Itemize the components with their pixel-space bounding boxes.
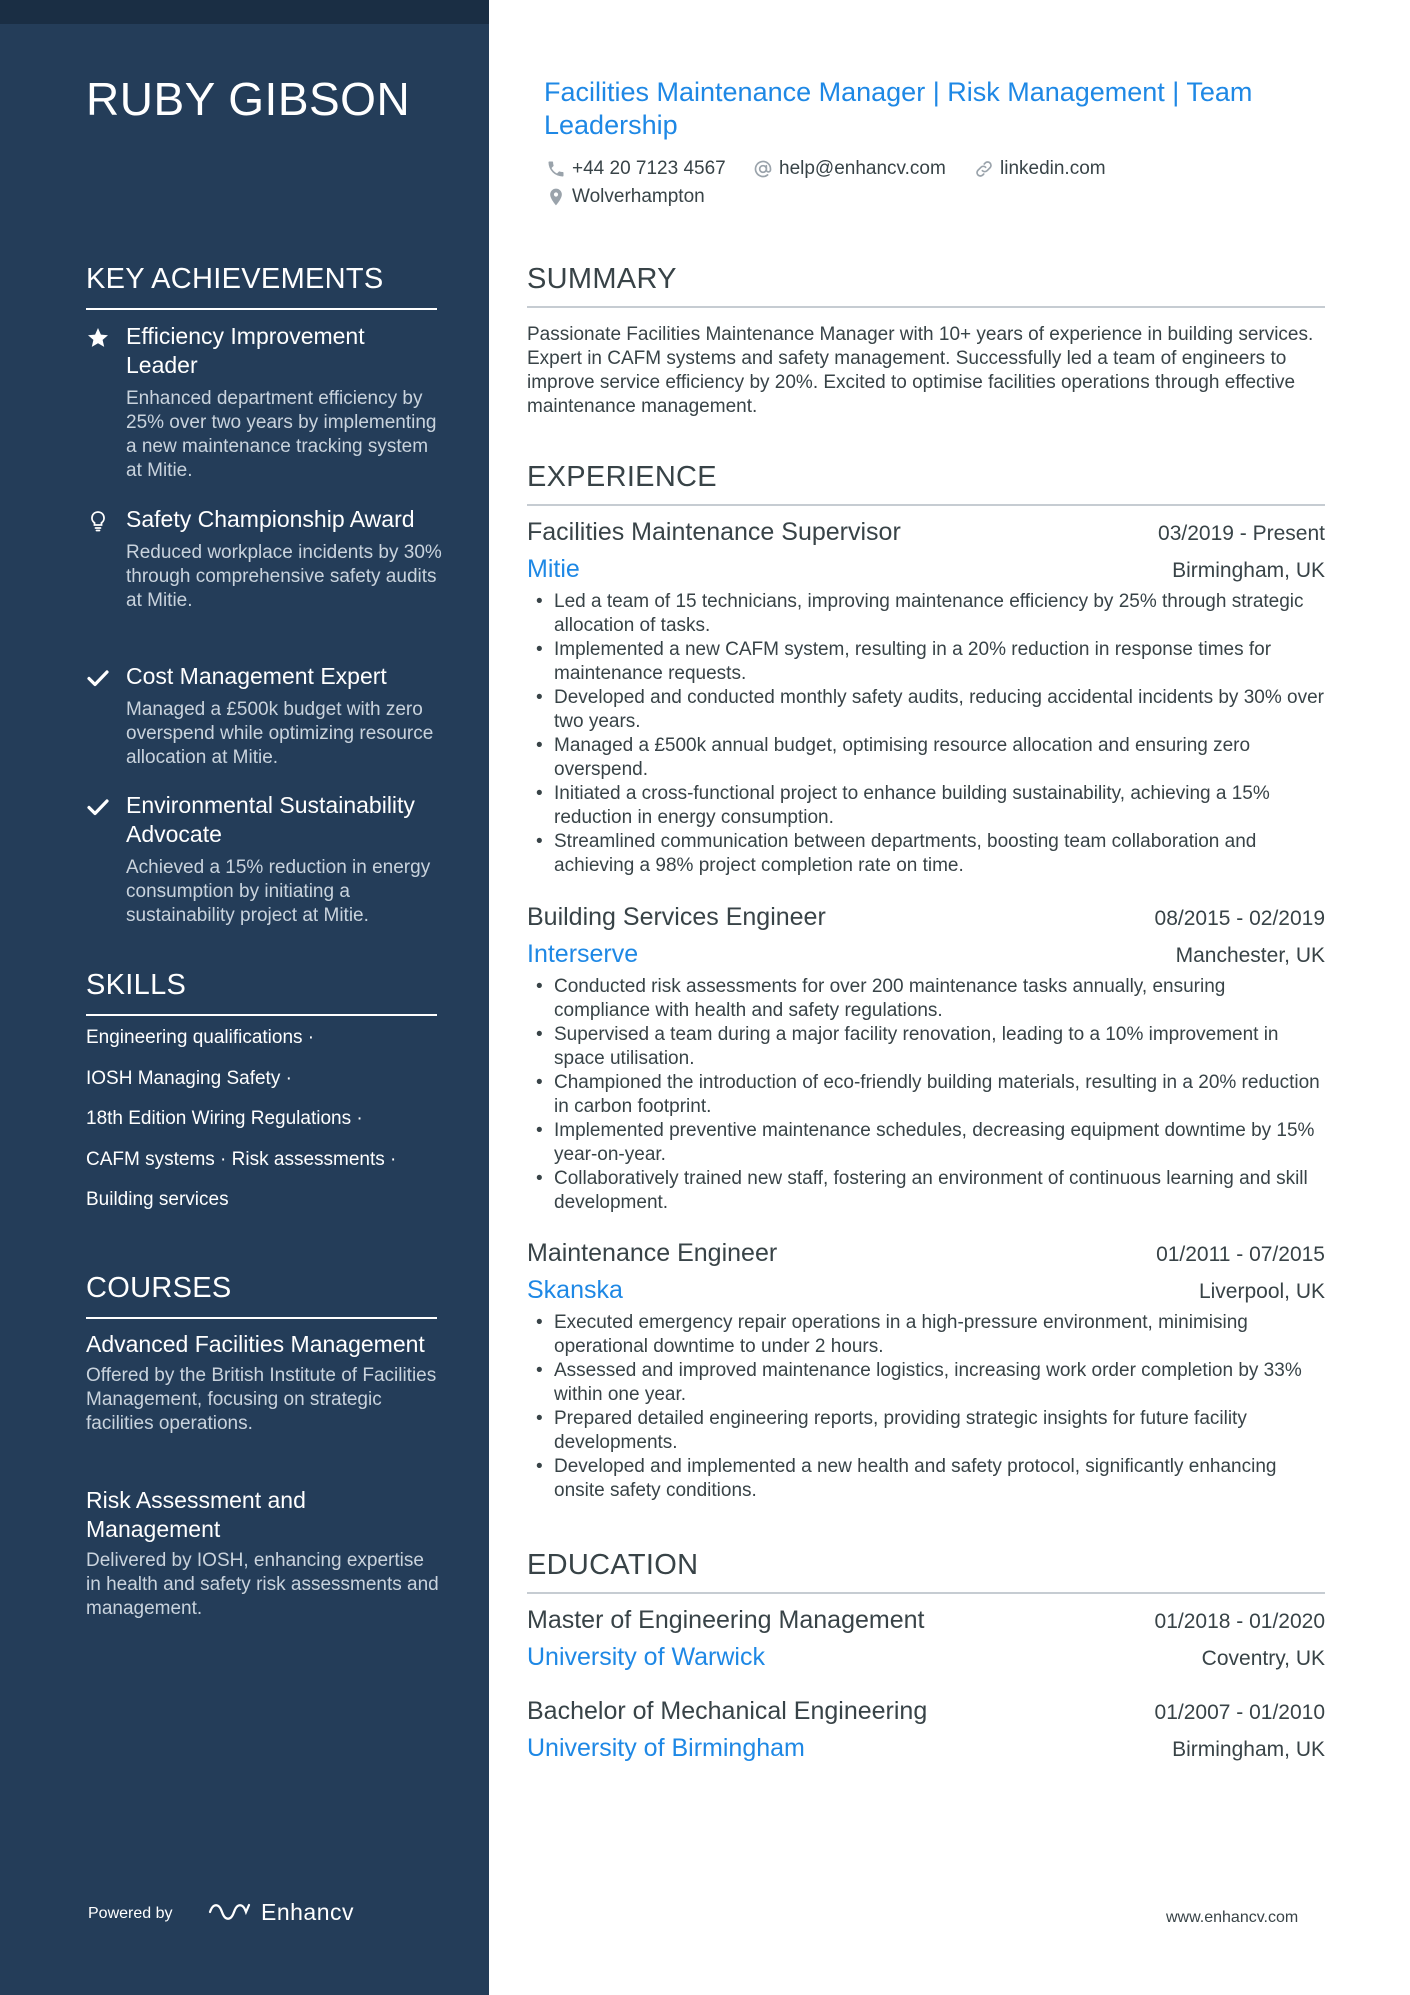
candidate-name: RUBY GIBSON [86,73,411,125]
course-title: Advanced Facilities Management [86,1331,425,1357]
education-heading: EDUCATION [527,1549,1325,1594]
experience-entry [527,903,1325,1215]
footer-url[interactable]: www.enhancv.com [1166,1909,1299,1926]
phone-text: +44 20 7123 4567 [572,158,726,179]
bullet-item: • Streamlined communication between departments, boosting team collaboration and achieving a 98% project completion rate on time. [527,830,1325,878]
achievement-desc: Managed a £500k budget with zero overspend while optimizing resource allocation at Mitie. [126,699,434,768]
degree-title: Bachelor of Mechanical Engineering [527,1697,928,1725]
achievement-desc: Enhanced department efficiency by 25% over two years by implementing a new maintenance tracking system at Mitie. [126,388,437,481]
at-icon [753,159,773,179]
education-entry [527,1606,1325,1672]
lightbulb-icon [86,509,110,533]
achievement-title: Cost Management Expert [126,663,387,689]
headline: Facilities Maintenance Manager | Risk Management | Team Leadership [544,77,1253,140]
job-bullets [527,590,1325,878]
contact-location [546,186,705,208]
courses-heading: COURSES [86,1272,437,1319]
experience-heading: EXPERIENCE [527,461,1325,506]
bullet-item: • Managed a £500k annual budget, optimising resource allocation and ensuring zero overspend. [527,734,1325,782]
sidebar-top-bar [0,0,489,24]
achievements-heading: KEY ACHIEVEMENTS [86,263,437,310]
achievement-desc: Achieved a 15% reduction in energy consumption by initiating a sustainability project at Mitie. [126,857,431,926]
skill-line: Building services [86,1189,229,1210]
job-location: Liverpool, UK [1198,1280,1325,1303]
bullet-item: • Developed and conducted monthly safety audits, reducing accidental incidents by 30% over two years. [527,686,1325,734]
location-pin-icon [546,186,566,208]
bullet-item: • Assessed and improved maintenance logistics, increasing work order completion by 33% within one year. [527,1359,1325,1407]
job-title: Maintenance Engineer [527,1239,778,1267]
achievement-title: Safety Championship Award [126,506,415,532]
email-text: help@enhancv.com [779,158,946,179]
link-icon [974,159,994,179]
company-name[interactable]: Mitie [527,555,580,583]
job-location: Birmingham, UK [1172,559,1325,582]
skills-heading: SKILLS [86,969,437,1016]
achievement-title: Efficiency Improvement Leader [126,323,365,378]
bullet-item: • Championed the introduction of eco-friendly building materials, resulting in a 20% reduction in carbon footprint. [527,1071,1325,1119]
course-item [86,1486,442,1621]
enhancv-logo-text: Enhancv [261,1898,355,1925]
achievement-item [86,662,442,770]
achievement-desc: Reduced workplace incidents by 30% through comprehensive safety audits at Mitie. [126,542,442,611]
course-desc: Offered by the British Institute of Facilities Management, focusing on strategic facilities operations. [86,1365,437,1434]
achievement-item [86,505,442,613]
summary-heading: SUMMARY [527,263,1325,308]
bullet-item: • Executed emergency repair operations in a high-pressure environment, minimising operational downtime to under 2 hours. [527,1311,1325,1359]
school-name[interactable]: University of Warwick [527,1643,765,1671]
contact-linkedin[interactable] [974,158,1106,180]
job-dates: 03/2019 - Present [1158,522,1325,545]
bullet-item: • Implemented preventive maintenance schedules, decreasing equipment downtime by 15% year-on-year. [527,1119,1325,1167]
bullet-item: • Implemented a new CAFM system, resulting in a 20% reduction in response times for maintenance requests. [527,638,1325,686]
job-bullets [527,1311,1325,1503]
checkmark-icon [86,795,110,819]
education-location: Coventry, UK [1201,1647,1325,1670]
star-icon [86,326,110,350]
skill-line: CAFM systems · Risk assessments · [86,1148,397,1170]
skills-list [86,1026,442,1229]
bullet-item: • Initiated a cross-functional project to enhance building sustainability, achieving a 15% reduction in energy consumption. [527,782,1325,830]
experience-entry [527,518,1325,878]
bullet-item: • Led a team of 15 technicians, improving maintenance efficiency by 25% through strategic allocation of tasks. [527,590,1325,638]
achievement-item [86,791,442,928]
enhancv-logo[interactable] [207,1898,354,1926]
checkmark-icon [86,666,110,690]
degree-title: Master of Engineering Management [527,1606,925,1634]
company-name[interactable]: Skanska [527,1276,623,1304]
location-text: Wolverhampton [572,186,705,207]
bullet-item: • Developed and implemented a new health and safety protocol, significantly enhancing onsite safety conditions. [527,1455,1325,1503]
skill-line: Engineering qualifications · [86,1027,315,1048]
skill-line: IOSH Managing Safety · [86,1067,292,1089]
job-bullets [527,975,1325,1215]
course-desc: Delivered by IOSH, enhancing expertise in health and safety risk assessments and management. [86,1550,439,1619]
bullet-item: • Supervised a team during a major facility renovation, leading to a 10% improvement in space utilisation. [527,1023,1325,1071]
education-location: Birmingham, UK [1172,1738,1325,1761]
summary-text: Passionate Facilities Maintenance Manager with 10+ years of experience in building services. Expert in CAFM systems and safety management. Successfully led a team of engineers to improve service efficiency by 20%. Excited to optimise facilities operations through effective maintenance management. [527,324,1314,417]
experience-entry [527,1239,1325,1503]
job-title: Facilities Maintenance Supervisor [527,518,901,546]
job-title: Building Services Engineer [527,903,826,931]
education-dates: 01/2018 - 01/2020 [1154,1610,1325,1633]
powered-by-label: Powered by [88,1905,173,1922]
skill-line: 18th Edition Wiring Regulations · [86,1108,363,1129]
bullet-item: • Conducted risk assessments for over 200 maintenance tasks annually, ensuring compliance with health and safety regulations. [527,975,1325,1023]
education-dates: 01/2007 - 01/2010 [1154,1701,1325,1724]
job-location: Manchester, UK [1175,944,1325,967]
contact-phone[interactable] [546,158,726,180]
contact-email[interactable] [753,158,946,180]
job-dates: 01/2011 - 07/2015 [1156,1243,1325,1266]
phone-icon [546,159,566,179]
company-name[interactable]: Interserve [527,940,639,968]
bullet-item: • Prepared detailed engineering reports, providing strategic insights for future facility developments. [527,1407,1325,1455]
linkedin-text: linkedin.com [1000,158,1106,179]
achievement-item [86,322,442,483]
course-item [86,1330,442,1436]
course-title: Risk Assessment and Management [86,1487,306,1542]
education-entry [527,1697,1325,1763]
achievement-title: Environmental Sustainability Advocate [126,792,415,847]
school-name[interactable]: University of Birmingham [527,1734,805,1762]
bullet-item: • Collaboratively trained new staff, fostering an environment of continuous learning and skill development. [527,1167,1325,1215]
enhancv-logo-icon [207,1899,253,1925]
job-dates: 08/2015 - 02/2019 [1154,907,1325,930]
